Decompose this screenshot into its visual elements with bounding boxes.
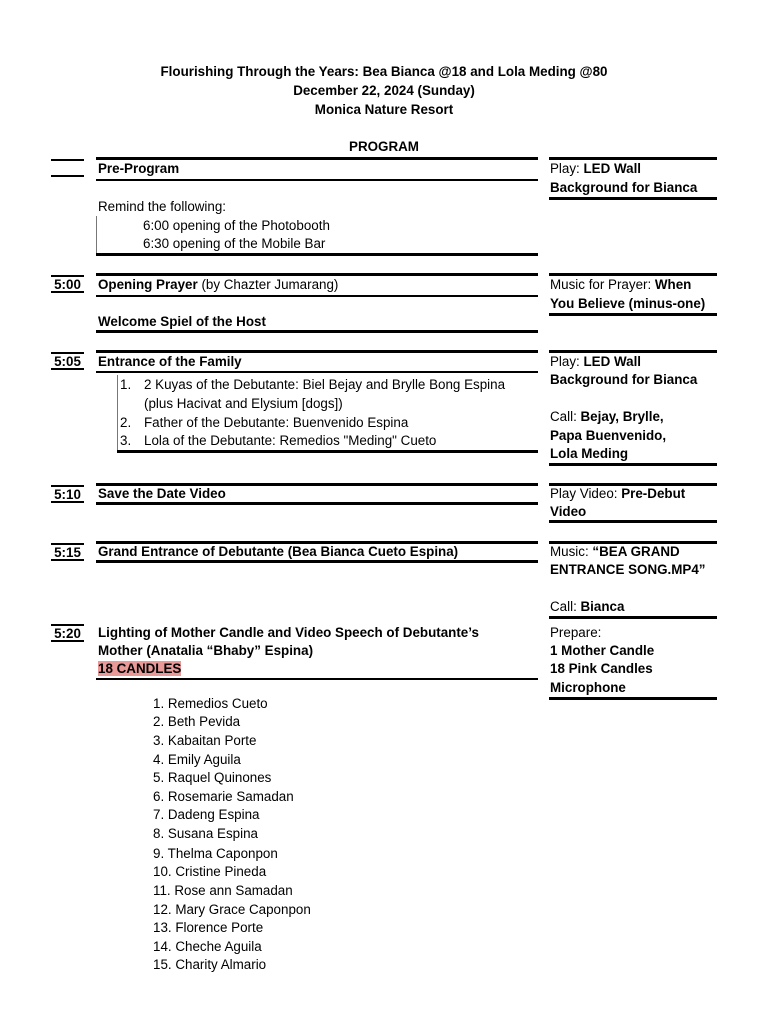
- candle-list-item: 6. Rosemarie Samadan: [153, 789, 294, 804]
- pre-program-title: Pre-Program: [98, 161, 180, 176]
- candles-label: 18 CANDLES: [98, 661, 182, 676]
- candle-list-item: 7. Dadeng Espina: [153, 807, 260, 822]
- prepare-item: 18 Pink Candles: [550, 661, 653, 676]
- prayer-music-note: Music for Prayer: When: [550, 277, 692, 292]
- pre-program-item: 6:00 opening of the Photobooth: [143, 218, 330, 233]
- candle-list-item: 5. Raquel Quinones: [153, 770, 272, 785]
- family-call-note: Lola Meding: [550, 446, 629, 461]
- candle-list-item: 14. Cheche Aguila: [153, 939, 262, 954]
- time-cell: 5:20: [51, 624, 84, 642]
- candle-list-item: 1. Remedios Cueto: [153, 696, 268, 711]
- row-divider: [549, 197, 717, 200]
- row-divider: [96, 179, 538, 181]
- grand-entrance-music: ENTRANCE SONG.MP4”: [550, 562, 706, 577]
- row-divider: [549, 616, 717, 619]
- pre-program-item: 6:30 opening of the Mobile Bar: [143, 236, 326, 251]
- list-border: [96, 216, 97, 254]
- row-divider: [549, 697, 717, 700]
- time-cell-empty: [51, 159, 84, 177]
- candle-list-item: 3. Kabaitan Porte: [153, 733, 257, 748]
- family-list-item: (plus Hacivat and Elysium [dogs]): [144, 396, 343, 411]
- document-title: Flourishing Through the Years: Bea Bianca @18 and Lola Meding @80: [160, 64, 608, 79]
- candle-list-item: 9. Thelma Caponpon: [153, 846, 278, 861]
- prepare-item: 1 Mother Candle: [550, 643, 655, 658]
- prepare-item: Microphone: [550, 680, 626, 695]
- family-play-note: Background for Bianca: [550, 372, 698, 387]
- row-divider: [96, 295, 538, 297]
- event-date: December 22, 2024 (Sunday): [293, 83, 475, 98]
- save-date-note: Video: [550, 504, 587, 519]
- row-divider: [96, 678, 538, 680]
- candle-list-item: 11. Rose ann Samadan: [153, 883, 293, 898]
- family-list-item: 1. 2 Kuyas of the Debutante: Biel Bejay and Brylle Bong Espina: [120, 377, 506, 392]
- candle-list-item: 15. Charity Almario: [153, 957, 267, 972]
- welcome-spiel: Welcome Spiel of the Host: [98, 314, 266, 329]
- pre-program-note: Play: LED Wall: [550, 161, 642, 176]
- row-divider: [96, 253, 538, 256]
- prayer-music-note: You Believe (minus-one): [550, 296, 706, 311]
- candle-list-item: 13. Florence Porte: [153, 920, 264, 935]
- candle-list-item: 10. Cristine Pineda: [153, 864, 267, 879]
- opening-prayer: Opening Prayer (by Chazter Jumarang): [98, 277, 339, 292]
- family-entrance-title: Entrance of the Family: [98, 354, 242, 369]
- family-list-item: 3. Lola of the Debutante: Remedios "Meding" Cueto: [120, 433, 437, 448]
- time-cell: 5:15: [51, 543, 84, 561]
- family-list-item: 2. Father of the Debutante: Buenvenido Espina: [120, 415, 409, 430]
- family-call-note: Papa Buenvenido,: [550, 428, 667, 443]
- row-divider: [549, 520, 717, 523]
- time-cell: 5:05: [51, 352, 84, 370]
- save-date-note: Play Video: Pre-Debut: [550, 486, 686, 501]
- row-divider: [96, 502, 538, 505]
- program-heading: PROGRAM: [349, 139, 419, 154]
- save-the-date-title: Save the Date Video: [98, 486, 226, 501]
- family-play-note: Play: LED Wall: [550, 354, 642, 369]
- grand-entrance-title: Grand Entrance of Debutante (Bea Bianca Cueto Espina): [98, 544, 459, 559]
- row-divider: [117, 450, 538, 453]
- row-divider: [96, 371, 538, 373]
- candle-list-item: 8. Susana Espina: [153, 826, 258, 841]
- row-divider: [549, 463, 717, 466]
- event-venue: Monica Nature Resort: [314, 102, 454, 117]
- candle-list-item: 4. Emily Aguila: [153, 752, 241, 767]
- row-divider: [96, 330, 538, 333]
- time-cell: 5:10: [51, 485, 84, 503]
- grand-entrance-call: Call: Bianca: [550, 599, 625, 614]
- candle-list-item: 2. Beth Pevida: [153, 714, 241, 729]
- pre-program-note: Background for Bianca: [550, 180, 698, 195]
- prepare-label: Prepare:: [550, 625, 602, 640]
- mother-candle-title: Mother (Anatalia “Bhaby” Espina): [98, 643, 314, 658]
- grand-entrance-music: Music: “BEA GRAND: [550, 544, 680, 559]
- row-divider: [96, 560, 538, 563]
- time-cell: 5:00: [51, 275, 84, 293]
- family-call-note: Call: Bejay, Brylle,: [550, 409, 664, 424]
- pre-program-remind: Remind the following:: [98, 199, 227, 214]
- candle-list-item: 12. Mary Grace Caponpon: [153, 902, 311, 917]
- mother-candle-title: Lighting of Mother Candle and Video Speech of Debutante’s: [98, 625, 479, 640]
- list-border: [117, 375, 118, 452]
- row-divider: [549, 313, 717, 316]
